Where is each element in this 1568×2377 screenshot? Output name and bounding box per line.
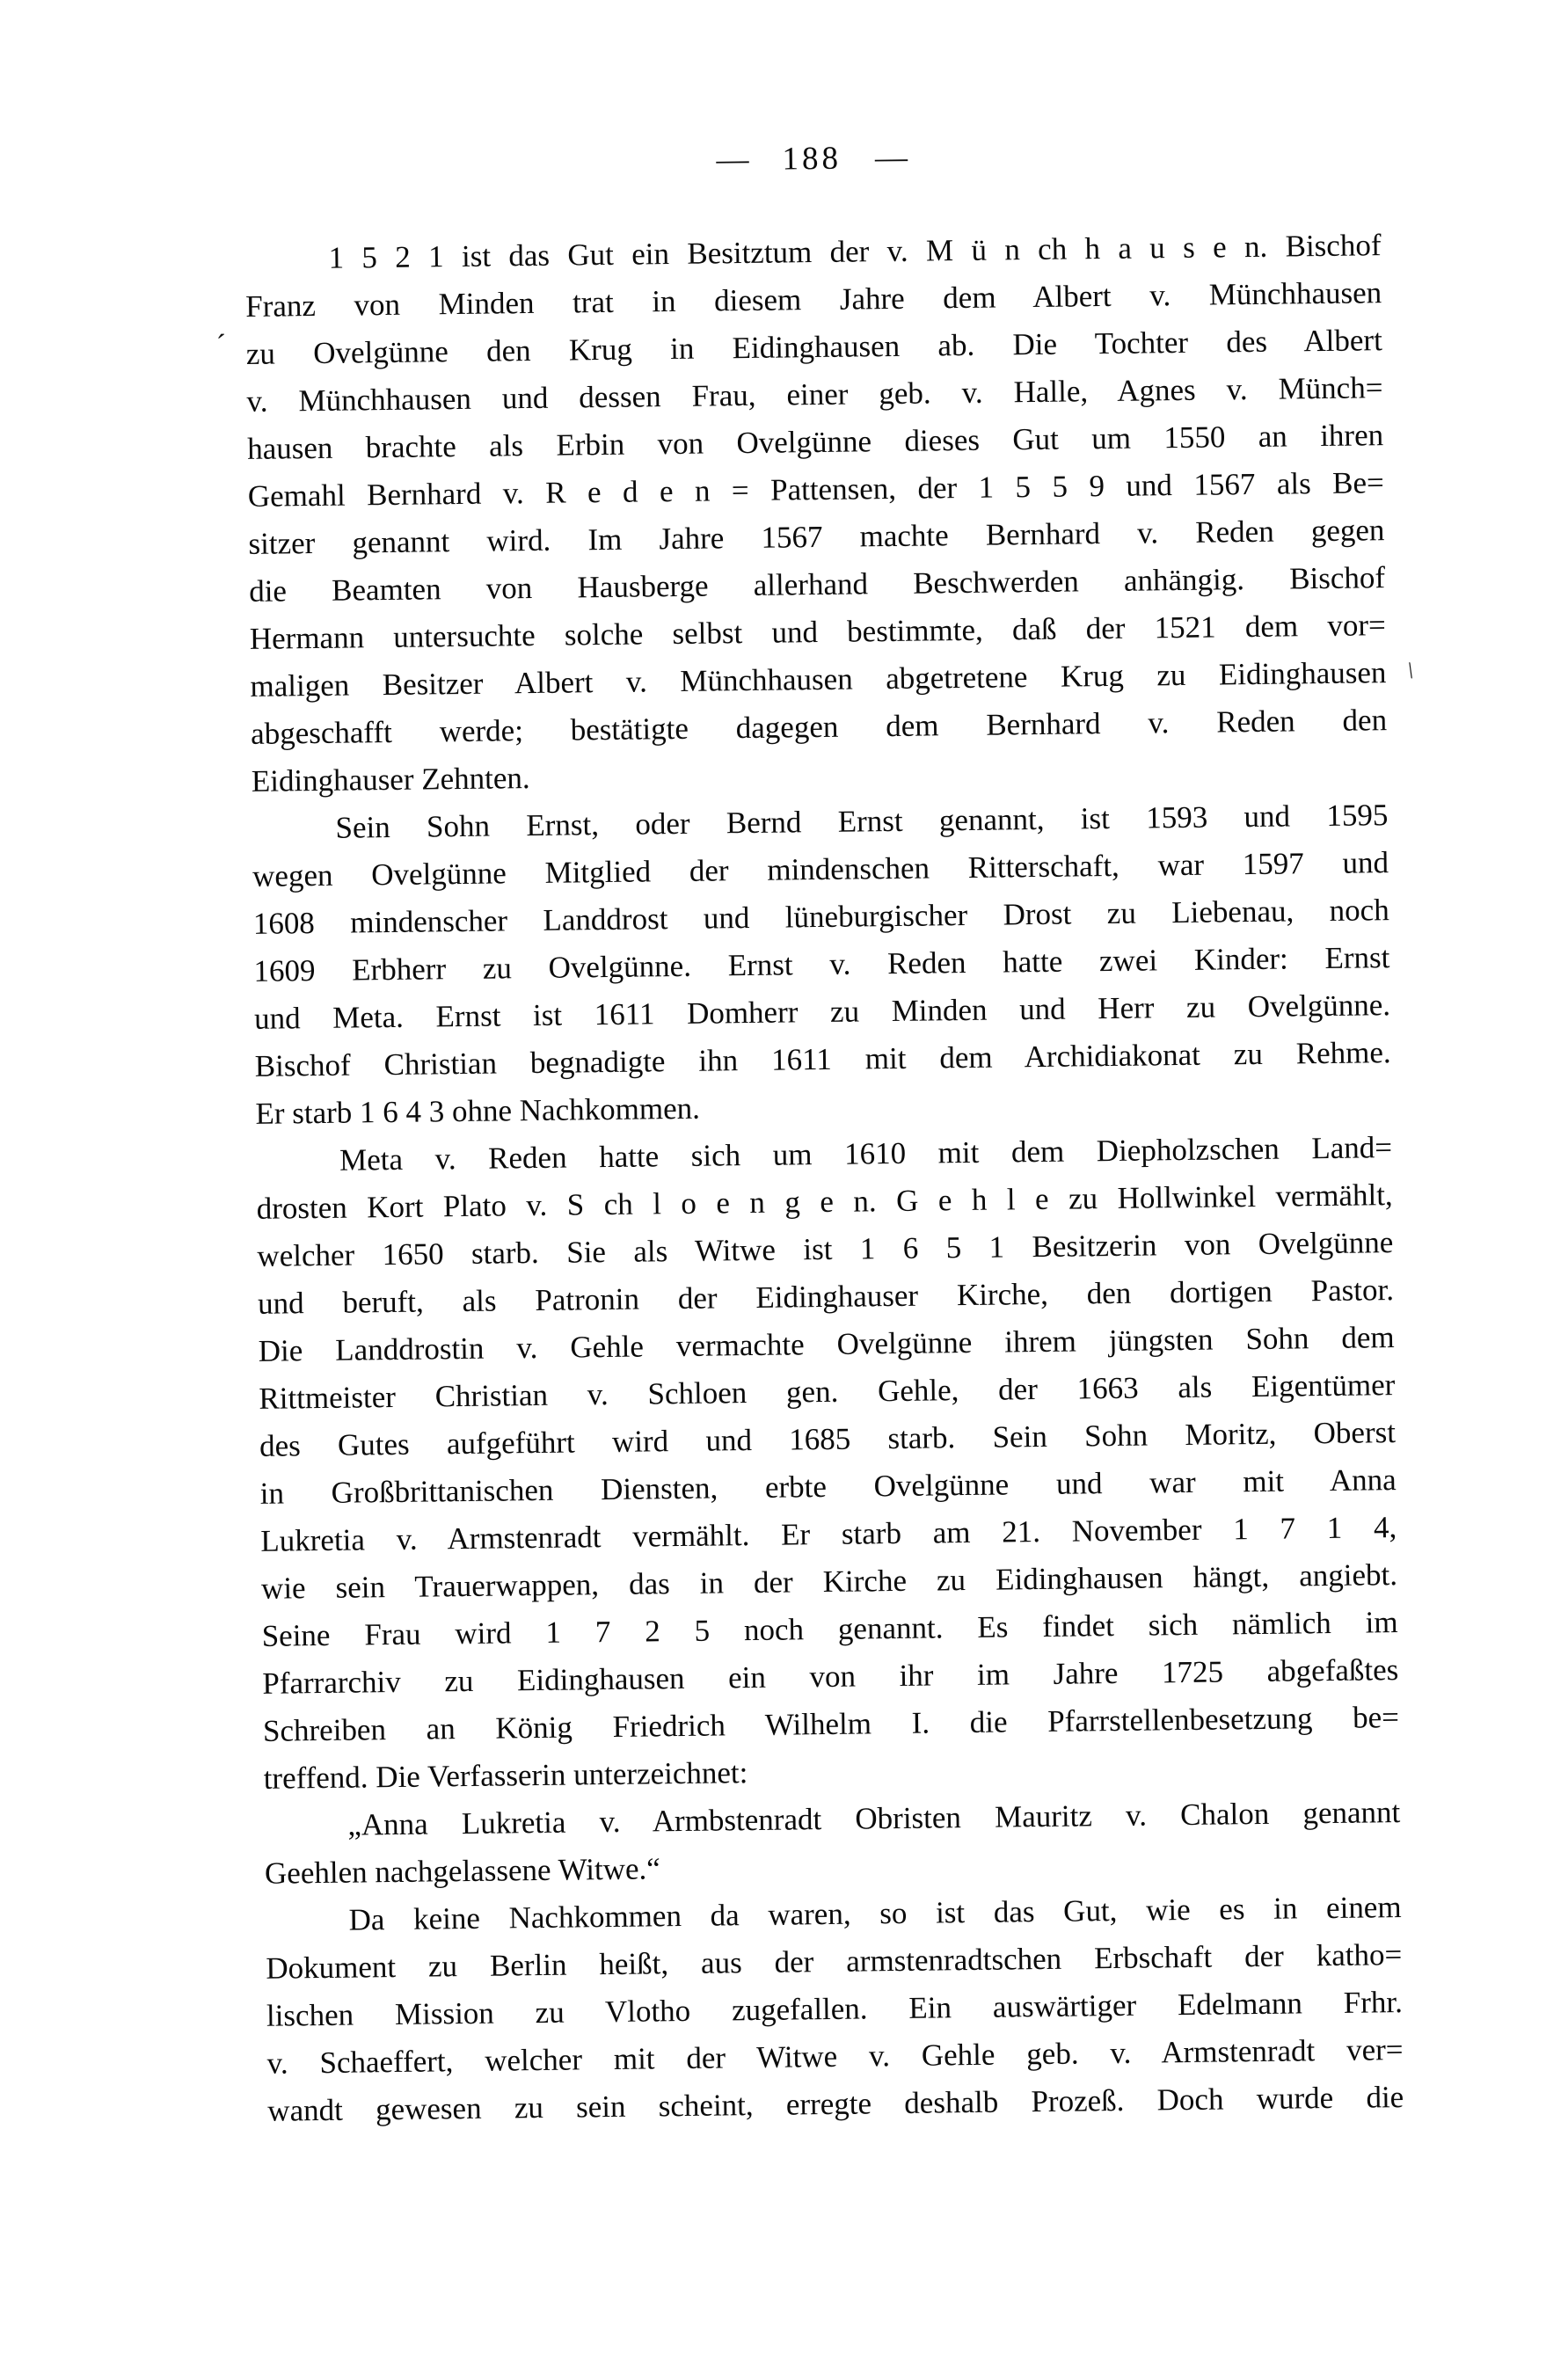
text-line: welcher 1650 starb. Sie als Witwe ist 1 6 5 1 Besitzerin von Ovelgünne: [257, 1225, 1394, 1273]
text-line: v. Münchhausen und dessen Frau, einer geb. v. Halle, Agnes v. Münch=: [246, 370, 1383, 419]
text-line: wandt gewesen zu sein scheint, erregte deshalb Prozeß. Doch wurde die: [267, 2080, 1404, 2128]
text-line: des Gutes aufgeführt wird und 1685 starb. Sein Sohn Moritz, Oberst: [259, 1415, 1397, 1463]
paragraph-3: [256, 1124, 1400, 1803]
text-line: „Anna Lukretia v. Armbstenradt Obristen Mauritz v. Chalon genannt: [347, 1795, 1401, 1842]
text-line: Geehlen nachgelassene Witwe.“: [264, 1851, 661, 1891]
text-line: zu Ovelgünne den Krug in Eidinghausen ab. Die Tochter des Albert: [245, 323, 1383, 371]
text-line: Schreiben an König Friedrich Wilhelm I. die Pfarrstellenbesetzung be=: [262, 1700, 1400, 1748]
text-line: Er starb 1 6 4 3 ohne Nachkommen.: [255, 1090, 701, 1131]
text-line: und beruft, als Patronin der Eidinghauser Kirche, den dortigen Pastor.: [257, 1272, 1395, 1321]
text-line: Eidinghauser Zehnten.: [251, 761, 530, 798]
text-line: abgeschafft werde; bestätigte dagegen dem Bernhard v. Reden den: [250, 703, 1388, 751]
text-line: Dokument zu Berlin heißt, aus der armstenradtschen Erbschaft der katho=: [266, 1937, 1403, 1986]
paragraph-4-quote: [264, 1789, 1401, 1898]
scan-artifact-tick: ´: [215, 329, 227, 362]
text-line: v. Schaeffert, welcher mit der Witwe v. Gehle geb. v. Armstenradt ver=: [266, 2032, 1404, 2081]
text-line: Hermann untersuchte solche selbst und bestimmte, daß der 1521 dem vor=: [249, 608, 1386, 656]
text-line: Pfarrarchiv zu Eidinghausen ein von ihr im Jahre 1725 abgefaßtes: [262, 1652, 1399, 1701]
text-line: Franz von Minden trat in diesem Jahre dem Albert v. Münchhausen: [244, 275, 1382, 324]
text-line: Die Landdrostin v. Gehle vermachte Ovelgünne ihrem jüngsten Sohn dem: [258, 1320, 1395, 1368]
text-line: Sein Sohn Ernst, oder Bernd Ernst genannt, ist 1593 und 1595: [335, 798, 1389, 845]
text-line: maligen Besitzer Albert v. Münchhausen abgetretene Krug zu Eidinghausen: [250, 655, 1387, 704]
text-line: wie sein Trauerwappen, das in der Kirche zu Eidinghausen hängt, angiebt.: [260, 1557, 1398, 1606]
text-line: Gemahl Bernhard v. R e d e n = Pattensen, der 1 5 5 9 und 1567 als Be=: [247, 465, 1385, 514]
body-text: [244, 222, 1404, 2135]
header-dash-right: —: [874, 139, 908, 177]
text-line: Bischof Christian begnadigte ihn 1611 mit dem Archidiakonat zu Rehme.: [254, 1035, 1391, 1083]
text-line: 1608 mindenscher Landdrost und lüneburgischer Drost zu Liebenau, noch: [252, 893, 1389, 941]
text-line: und Meta. Ernst ist 1611 Domherr zu Minden und Herr zu Ovelgünne.: [253, 988, 1391, 1036]
text-line: Rittmeister Christian v. Schloen gen. Gehle, der 1663 als Eigentümer: [259, 1367, 1396, 1416]
paragraph-2: [252, 791, 1392, 1138]
paragraph-1: [244, 222, 1388, 806]
text-line: lischen Mission zu Vlotho zugefallen. Ein auswärtiger Edelmann Frhr.: [266, 1985, 1404, 2033]
text-line: hausen brachte als Erbin von Ovelgünne dieses Gut um 1550 an ihren: [246, 418, 1384, 466]
paragraph-5: [265, 1884, 1404, 2135]
text-line: Lukretia v. Armstenradt vermählt. Er starb am 21. November 1 7 1 4,: [260, 1510, 1397, 1558]
text-line: Da keine Nachkommen da waren, so ist das Gut, wie es in einem: [348, 1890, 1402, 1937]
text-line: Meta v. Reden hatte sich um 1610 mit dem Diepholzschen Land=: [339, 1130, 1393, 1178]
text-line: drosten Kort Plato v. S ch l o e n g e n. G e h l e zu Hollwinkel vermählt,: [256, 1178, 1393, 1226]
page-header: [244, 132, 1380, 186]
text-line: sitzer genannt wird. Im Jahre 1567 machte Bernhard v. Reden gegen: [248, 513, 1385, 561]
text-line: die Beamten von Hausberge allerhand Beschwerden anhängig. Bischof: [248, 560, 1386, 609]
header-dash-left: —: [716, 141, 749, 179]
text-line: Seine Frau wird 1 7 2 5 noch genannt. Es findet sich nämlich im: [261, 1605, 1398, 1653]
page-number: 188: [782, 140, 842, 178]
text-line: 1609 Erbherr zu Ovelgünne. Ernst v. Reden hatte zwei Kinder: Ernst: [253, 940, 1390, 988]
text-line: wegen Ovelgünne Mitglied der mindenschen Ritterschaft, war 1597 und: [252, 845, 1389, 893]
text-line: 1 5 2 1 ist das Gut ein Besitztum der v. M ü n ch h a u s e n. Bischof: [328, 228, 1382, 275]
text-area: [215, 132, 1417, 2135]
scan-artifact-stroke: \: [1404, 657, 1417, 684]
text-line: in Großbrittanischen Diensten, erbte Ovelgünne und war mit Anna: [259, 1462, 1397, 1511]
text-line: treffend. Die Verfasserin unterzeichnet:: [263, 1755, 748, 1796]
